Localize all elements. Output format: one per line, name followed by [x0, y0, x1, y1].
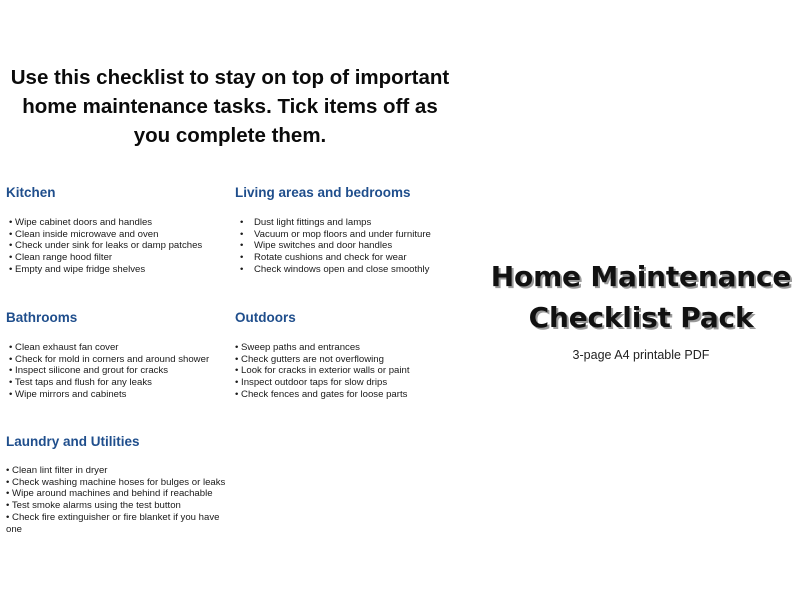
bullet: •: [9, 263, 13, 275]
checklist-item: • Wipe mirrors and cabinets: [9, 388, 127, 400]
checklist-item: • Check under sink for leaks or damp patches: [9, 240, 203, 252]
cover-title: [484, 256, 794, 338]
checklist-item: • Check gutters are not overflowing: [235, 353, 384, 365]
checklist-item: • Dust light fittings and lamps: [240, 217, 372, 228]
checklist-item: • Wipe switches and door handles: [240, 240, 393, 252]
cover-subtitle: 3-page A4 printable PDF: [572, 348, 710, 362]
bullet: •: [6, 465, 10, 476]
section-kitchen: [6, 184, 231, 276]
section-bathrooms: [6, 309, 231, 401]
bullet: •: [235, 365, 239, 377]
checklist-item: • Check for mold in corners and around shower: [9, 353, 210, 365]
bathrooms-list: [6, 342, 231, 401]
checklist-item: • Inspect silicone and grout for cracks: [9, 365, 169, 377]
bullet: •: [6, 511, 10, 523]
bullet: •: [235, 353, 239, 365]
bullet: •: [9, 365, 13, 377]
checklist-item: • Clean exhaust fan cover: [9, 342, 119, 353]
section-title-laundry-utilities: Laundry and Utilities: [6, 434, 140, 449]
bullet: •: [9, 217, 13, 228]
bullet: •: [9, 377, 13, 389]
bullet: •: [9, 353, 13, 365]
laundry-list: [6, 465, 232, 535]
bullet: •: [9, 228, 13, 240]
checklist-item: • Check fences and gates for loose parts: [235, 388, 408, 400]
bullet: •: [6, 476, 10, 488]
intro-text: Use this checklist to stay on top of important home maintenance tasks. Tick items off as you complete them.: [10, 66, 450, 147]
section-outdoors: [235, 309, 460, 401]
checklist-item: • Clean range hood filter: [9, 252, 113, 264]
bullet: •: [6, 488, 10, 500]
checklist-item: • Inspect outdoor taps for slow drips: [235, 377, 388, 389]
bullet: •: [9, 342, 13, 353]
checklist-item: • Wipe around machines and behind if reachable: [6, 488, 213, 500]
bullet: •: [235, 377, 239, 389]
section-title-bathrooms: Bathrooms: [6, 310, 78, 325]
checklist-item: • Wipe cabinet doors and handles: [9, 217, 153, 228]
checklist-item: • Sweep paths and entrances: [235, 342, 360, 353]
checklist-item: • Clean lint filter in dryer: [6, 465, 108, 476]
section-laundry-utilities: [6, 433, 232, 535]
bullet: •: [240, 252, 244, 264]
bullet: •: [240, 228, 244, 240]
checklist-item: • Test smoke alarms using the test button: [6, 500, 181, 512]
cover-title-line2: Checklist Pack: [528, 301, 754, 334]
outdoors-list: [235, 342, 460, 401]
bullet: •: [9, 252, 13, 264]
checklist-item: • Clean inside microwave and oven: [9, 228, 159, 240]
section-title-outdoors: Outdoors: [235, 310, 296, 325]
checklist-item: • Rotate cushions and check for wear: [240, 252, 407, 264]
checklist-item: • Look for cracks in exterior walls or paint: [235, 365, 410, 377]
bullet: •: [240, 217, 244, 228]
bullet: •: [9, 240, 13, 252]
checklist-item: • Test taps and flush for any leaks: [9, 377, 152, 389]
bullet: •: [235, 342, 239, 353]
checklist-item: • Check washing machine hoses for bulges or leaks: [6, 476, 226, 488]
section-title-living-areas: Living areas and bedrooms: [235, 185, 411, 200]
checklist-item: • Check windows open and close smoothly: [240, 263, 430, 275]
section-title-kitchen: Kitchen: [6, 185, 56, 200]
bullet: •: [240, 240, 244, 252]
checklist-item: • Empty and wipe fridge shelves: [9, 263, 146, 275]
bullet: •: [240, 263, 244, 275]
checklist-item: • Vacuum or mop floors and under furniture: [240, 228, 431, 240]
checklist-item: • Check fire extinguisher or fire blanket if you have one: [6, 511, 220, 535]
section-living-areas: [235, 184, 460, 276]
bullet: •: [6, 500, 10, 512]
cover-panel: [484, 256, 794, 362]
bullet: •: [9, 388, 13, 400]
living-list: [235, 217, 460, 276]
cover-title-line1: Home Maintenance: [490, 260, 792, 293]
bullet: •: [235, 388, 239, 400]
kitchen-list: [6, 217, 231, 276]
